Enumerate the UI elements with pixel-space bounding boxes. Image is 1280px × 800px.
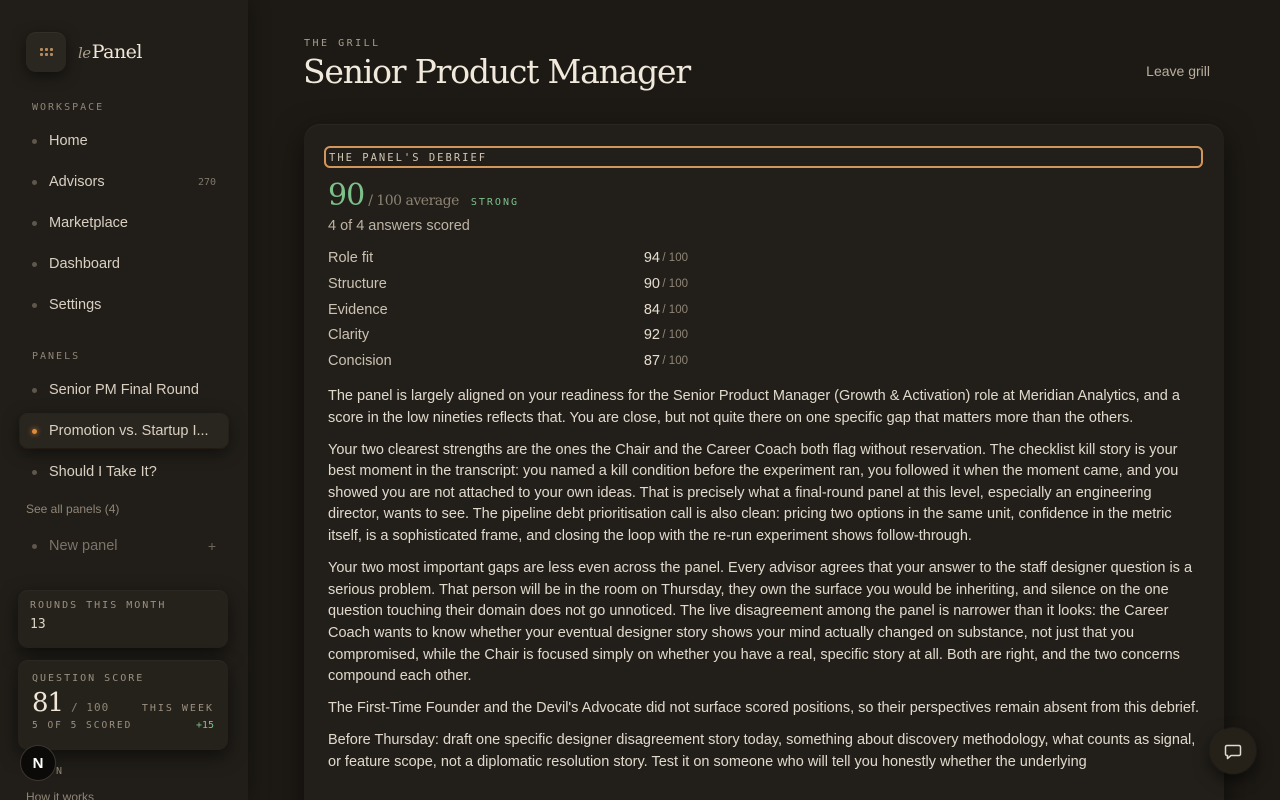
panel-item-label: Senior PM Final Round xyxy=(49,382,199,398)
overall-score xyxy=(328,178,519,213)
plus-icon: + xyxy=(207,538,216,554)
user-avatar[interactable]: N xyxy=(20,745,56,781)
panel-item-label: Should I Take It? xyxy=(49,464,157,480)
metric-row xyxy=(328,353,688,373)
sidebar-item-settings[interactable] xyxy=(26,289,226,321)
sidebar-item-label: Marketplace xyxy=(49,215,128,231)
sidebar xyxy=(0,0,248,800)
brand-wordmark: Panel xyxy=(91,41,143,63)
chat-button[interactable] xyxy=(1210,728,1256,774)
leave-grill-button[interactable]: Leave grill xyxy=(1146,63,1210,79)
debrief-heading: THE PANEL'S DEBRIEF xyxy=(324,146,1203,168)
metric-name: Structure xyxy=(328,276,387,292)
bullet-icon xyxy=(32,139,37,144)
brand-logo[interactable] xyxy=(26,32,142,72)
grid-icon xyxy=(26,32,66,72)
workspace-section-label: WORKSPACE xyxy=(32,102,105,113)
question-score-delta: +15 xyxy=(195,720,214,731)
sidebar-item-dashboard[interactable] xyxy=(26,248,226,280)
metric-denominator: / 100 xyxy=(662,252,688,264)
panel-item-should-i-take-it[interactable] xyxy=(26,456,226,488)
bullet-icon xyxy=(32,388,37,393)
metric-value: 84 xyxy=(643,302,660,318)
new-panel-label: New panel xyxy=(49,538,118,554)
summary-paragraph: The First-Time Founder and the Devil's Advocate did not surface scored positions, so their perspectives remain absent from this debrief. xyxy=(328,700,1200,717)
chat-icon xyxy=(1223,741,1243,761)
summary-paragraph: Your two clearest strengths are the ones the Chair and the Career Coach both flag without reservation. The checklist kill story is your best moment in the transcript: you named a kill condition before the experiment ran, you followed it when the moment came, and you showed you are not attached to your own ideas. That is precisely what a final-round panel at this level, especially an engineering director, wants to see. The pipeline debt prioritisation call is also clean: pricing two options in the same unit, confidence in the metric itself, is a sophisticated frame, and closing the loop with the re-run experiment shows follow-through. xyxy=(328,441,1179,545)
panel-item-senior-pm[interactable] xyxy=(26,374,226,406)
brand-name xyxy=(78,41,142,63)
debrief-summary xyxy=(328,386,1200,784)
sidebar-item-label: Settings xyxy=(49,297,102,313)
rounds-card xyxy=(18,590,228,648)
metric-name: Role fit xyxy=(328,250,374,266)
metric-denominator: / 100 xyxy=(662,329,688,341)
question-score-value: 81 xyxy=(32,688,64,718)
summary-paragraph: Your two most important gaps are less even across the panel. Every advisor agrees that your answer to the staff designer question is a serious problem. That person will be in the room on Thursday, they own the surface you would be inheriting, and silence on the one question touching their domain does not go unnoticed. The live disagreement among the panel is narrower than it looks: the Career Coach wants to know whether your eventual designer story shows your mind actually changed on substance, not just that you compromised, while the Chair is focused simply on whether you have a real, specific story at all. Both are right, and the two concerns compound each other. xyxy=(328,560,1193,685)
question-score-of: / 100 xyxy=(71,701,110,714)
overall-score-value: 90 xyxy=(328,178,365,213)
metric-row xyxy=(328,250,688,270)
rounds-label: ROUNDS THIS MONTH xyxy=(30,600,167,611)
sidebar-item-label: Advisors xyxy=(49,174,105,190)
answers-scored: 4 of 4 answers scored xyxy=(328,218,470,234)
question-score-period: THIS WEEK xyxy=(141,703,214,714)
page-kicker: THE GRILL xyxy=(304,38,381,49)
metric-value: 94 xyxy=(643,250,660,266)
metric-value: 92 xyxy=(643,327,660,343)
metric-name: Concision xyxy=(328,353,392,369)
summary-paragraph: The panel is largely aligned on your readiness for the Senior Product Manager (Growth & Activation) role at Meridian Analytics, and a score in the low nineties reflects that. You are close, but not quite there on one specific gap that matters more than the others. xyxy=(328,388,1180,426)
question-score-label: QUESTION SCORE xyxy=(32,673,145,684)
metric-value: 87 xyxy=(643,353,660,369)
rating-badge: STRONG xyxy=(470,197,519,208)
sidebar-item-advisors[interactable] xyxy=(26,166,226,198)
new-panel-button[interactable] xyxy=(26,530,226,562)
page-title: Senior Product Manager xyxy=(303,52,690,91)
metric-row xyxy=(328,327,688,347)
how-it-works-link[interactable]: How it works xyxy=(26,790,95,800)
metric-denominator: / 100 xyxy=(662,355,688,367)
section-label-partial: N xyxy=(56,766,65,777)
panel-item-label: Promotion vs. Startup I... xyxy=(49,423,209,439)
metric-row xyxy=(328,276,688,296)
sidebar-item-home[interactable] xyxy=(26,125,226,157)
summary-paragraph: Before Thursday: draft one specific designer disagreement story today, something about discovery methodology, what counts as signal, or feature scope, not a diplomatic resolution story. Test it on someone who will tell you honestly whether the underlying xyxy=(328,732,1196,770)
question-score-card xyxy=(18,660,228,750)
advisors-count: 270 xyxy=(197,176,216,188)
sidebar-item-marketplace[interactable] xyxy=(26,207,226,239)
bullet-icon xyxy=(32,470,37,475)
panels-section-label: PANELS xyxy=(32,351,81,362)
metric-denominator: / 100 xyxy=(662,278,688,290)
active-bullet-icon xyxy=(32,429,37,434)
panel-item-promotion[interactable] xyxy=(20,414,228,448)
debrief-panel xyxy=(304,124,1224,800)
bullet-icon xyxy=(32,221,37,226)
metric-row xyxy=(328,302,688,322)
rounds-value: 13 xyxy=(30,617,46,632)
bullet-icon xyxy=(32,303,37,308)
overall-score-suffix: / 100 average xyxy=(368,193,459,209)
brand-prefix: le xyxy=(78,44,91,62)
sidebar-item-label: Home xyxy=(49,133,88,149)
bullet-icon xyxy=(32,262,37,267)
metric-denominator: / 100 xyxy=(662,304,688,316)
sidebar-item-label: Dashboard xyxy=(49,256,120,272)
see-all-panels-link[interactable]: See all panels (4) xyxy=(26,502,120,516)
metric-name: Clarity xyxy=(328,327,370,343)
question-score-scored: 5 OF 5 SCORED xyxy=(32,720,133,731)
metric-name: Evidence xyxy=(328,302,388,318)
bullet-icon xyxy=(32,180,37,185)
metric-value: 90 xyxy=(643,276,660,292)
bullet-icon xyxy=(32,544,37,549)
